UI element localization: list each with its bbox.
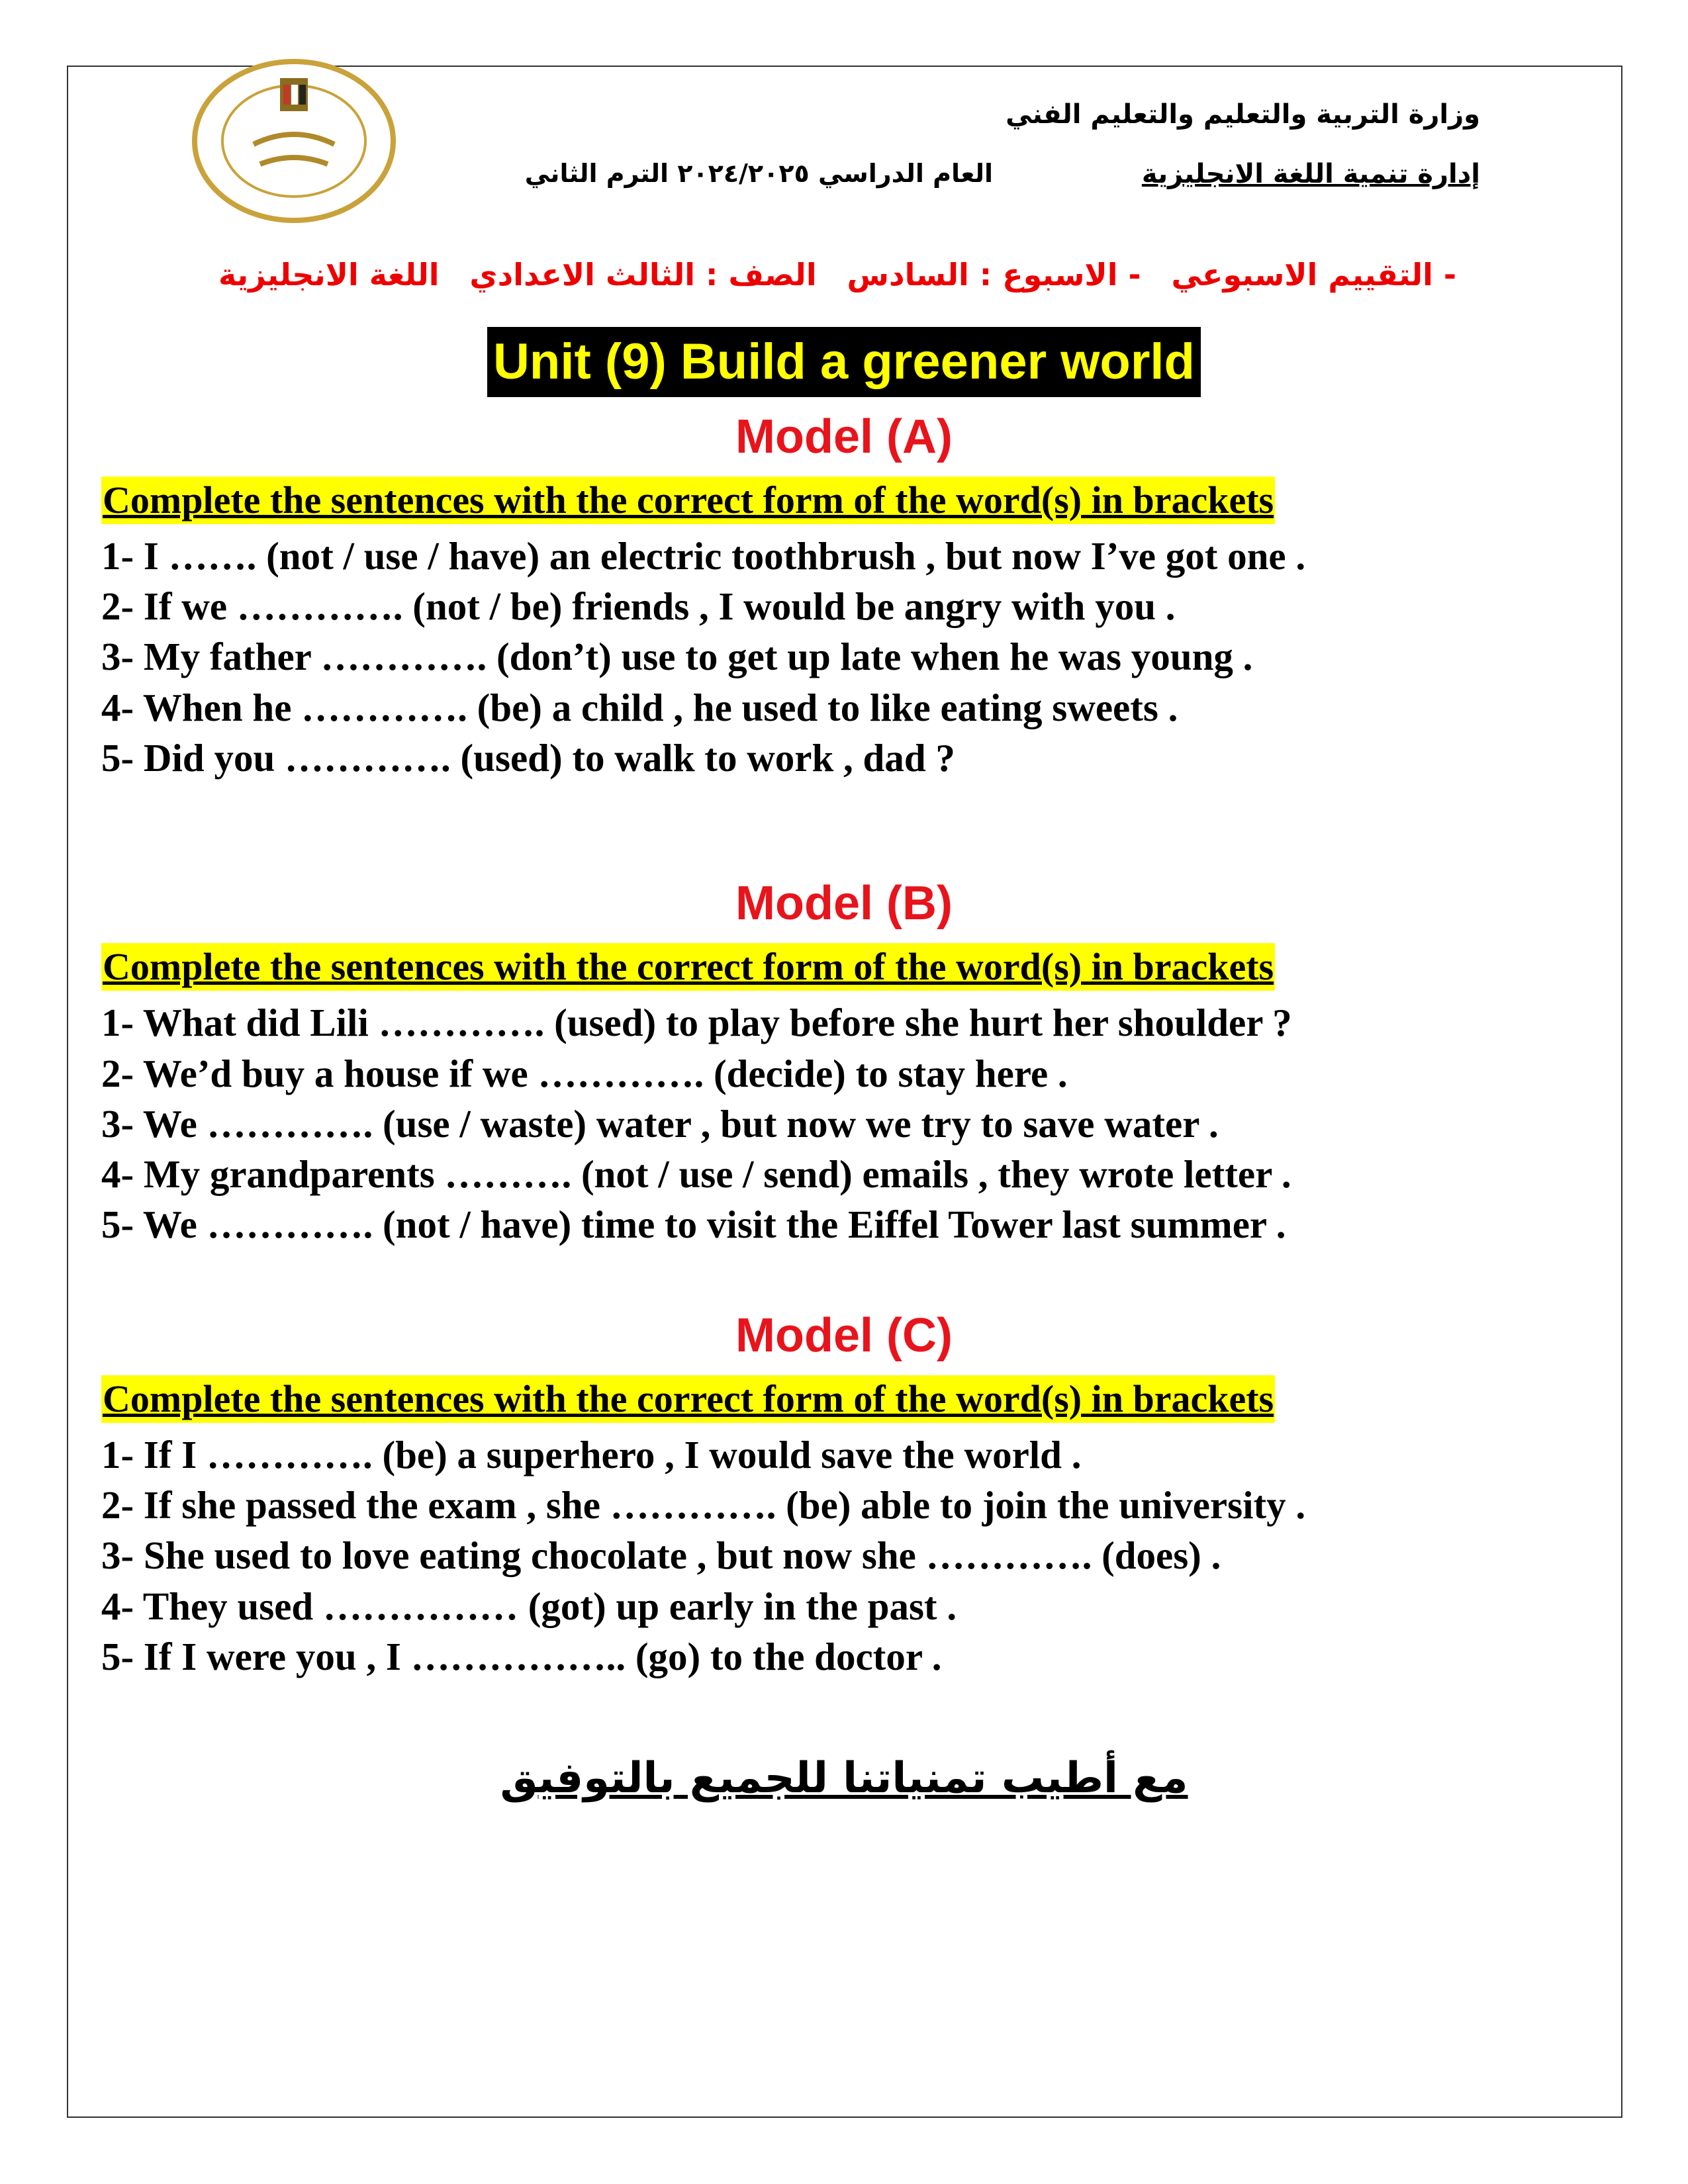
sentence: 2- We’d buy a house if we …………. (decide) to stay here . xyxy=(101,1052,1068,1095)
ministry-logo xyxy=(191,58,397,224)
subject-label: اللغة الانجليزية xyxy=(218,257,440,293)
sentence: 1- What did Lili …………. (used) to play before she hurt her shoulder ? xyxy=(101,1001,1292,1044)
sentence: 5- We …………. (not / have) time to visit the Eiffel Tower last summer . xyxy=(101,1203,1286,1246)
sentence: 4- When he …………. (be) a child , he used to like eating sweets . xyxy=(101,686,1178,729)
sentence: 1- If I …………. (be) a superhero , I would save the world . xyxy=(101,1433,1082,1477)
unit-title: Unit (9) Build a greener world xyxy=(487,327,1201,397)
department-name: إدارة تنمية اللغة الانجليزية xyxy=(1141,159,1480,189)
sentence: 1- I ……. (not / use / have) an electric toothbrush , but now I’ve got one . xyxy=(101,534,1306,578)
model-c-title: Model (C) xyxy=(735,1309,953,1362)
assessment-label: - التقييم الاسبوعي xyxy=(1171,257,1456,293)
sentence: 5- If I were you , I …………….. (go) to the doctor . xyxy=(101,1635,942,1678)
sentence: 5- Did you …………. (used) to walk to work , dad ? xyxy=(101,736,955,780)
model-a-instruction: Complete the sentences with the correct form of the word(s) in brackets xyxy=(101,477,1275,524)
week-label: - الاسبوع : السادس xyxy=(847,257,1141,293)
sentence: 3- My father …………. (don’t) use to get up late when he was young . xyxy=(101,635,1253,678)
sentence: 3- We …………. (use / waste) water , but now we try to save water . xyxy=(101,1102,1219,1146)
sentence: 3- She used to love eating chocolate , but now she …………. (does) . xyxy=(101,1533,1221,1577)
sentence: 2- If she passed the exam , she …………. (be) able to join the university . xyxy=(101,1483,1306,1527)
academic-year: العام الدراسي ٢٠٢٤/٢٠٢٥ الترم الثاني xyxy=(524,159,993,188)
model-c-instruction: Complete the sentences with the correct form of the word(s) in brackets xyxy=(101,1375,1275,1423)
sentence: 2- If we …………. (not / be) friends , I would be angry with you . xyxy=(101,584,1176,628)
ministry-name: وزارة التربية والتعليم والتعليم الفني xyxy=(1006,99,1480,130)
model-b-title: Model (B) xyxy=(735,877,953,930)
model-a-title: Model (A) xyxy=(735,410,953,463)
model-b-instruction: Complete the sentences with the correct form of the word(s) in brackets xyxy=(101,943,1275,991)
sentence: 4- They used …………… (got) up early in the past . xyxy=(101,1584,957,1628)
closing-wishes: مع أطيب تمنياتنا للجميع بالتوفيق xyxy=(500,1754,1188,1803)
grade-label: الصف : الثالث الاعدادي xyxy=(469,257,817,293)
sentence: 4- My grandparents ………. (not / use / send) emails , they wrote letter . xyxy=(101,1152,1291,1196)
info-bar xyxy=(218,255,1456,295)
